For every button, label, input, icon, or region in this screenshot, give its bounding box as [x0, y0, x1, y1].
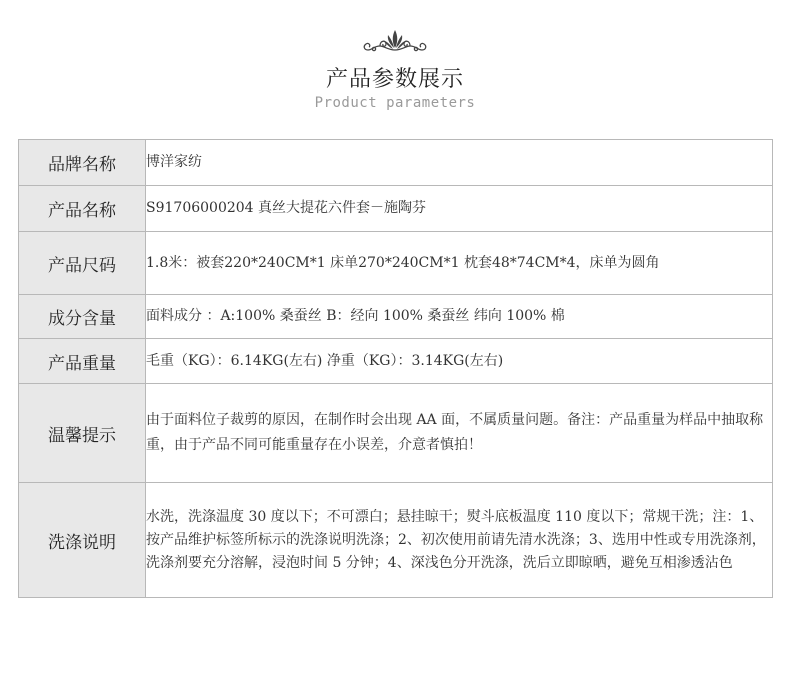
- row-value: 毛重（KG）：6.14KG(左右) 净重（KG）：3.14KG(左右): [146, 339, 773, 384]
- section-header: [0, 0, 790, 130]
- row-label: 产品尺码: [19, 232, 146, 295]
- row-value: 博洋家纺: [146, 140, 773, 186]
- row-label: 品牌名称: [19, 140, 146, 186]
- row-value: 由于面料位子裁剪的原因，在制作时会出现 AA 面，不属质量问题。备注：产品重量为样品中抽取称重，由于产品不同可能重量存在小误差，介意者慎拍！: [146, 384, 773, 483]
- table-row-weight: [19, 339, 773, 384]
- table-row-size: [19, 232, 773, 295]
- row-value: 面料成分 ：A:100% 桑蚕丝 B：经向 100% 桑蚕丝 纬向 100% 棉: [146, 295, 773, 339]
- row-label: 成分含量: [19, 295, 146, 339]
- table-row-washing: [19, 483, 773, 598]
- table-row-notice: [19, 384, 773, 483]
- product-parameters-table: [18, 139, 773, 598]
- table-row-product-name: [19, 186, 773, 232]
- row-label: 产品名称: [19, 186, 146, 232]
- row-label: 温馨提示: [19, 384, 146, 483]
- row-value: 1.8米：被套220*240CM*1 床单270*240CM*1 枕套48*74CM*4，床单为圆角: [146, 232, 773, 295]
- page-title: 产品参数展示: [325, 67, 464, 92]
- row-value: S91706000204 真丝大提花六件套－施陶芬: [146, 186, 773, 232]
- flourish-ornament-icon: [360, 28, 430, 54]
- row-value: 水洗，洗涤温度 30 度以下；不可漂白；悬挂晾干；熨斗底板温度 110 度以下；常规干洗；注：1、按产品维护标签所标示的洗涤说明洗涤；2、初次使用前请先清水洗涤；3、选用中性或专用洗涤剂，洗涤剂要充分溶解，浸泡时间 5 分钟；4、深浅色分开洗涤，洗后立即晾晒，避免互相渗透沾色: [146, 483, 773, 598]
- page-subtitle: Product parameters: [314, 95, 476, 111]
- table-row-composition: [19, 295, 773, 339]
- table-row-brand: [19, 140, 773, 186]
- row-label: 产品重量: [19, 339, 146, 384]
- row-label: 洗涤说明: [19, 483, 146, 598]
